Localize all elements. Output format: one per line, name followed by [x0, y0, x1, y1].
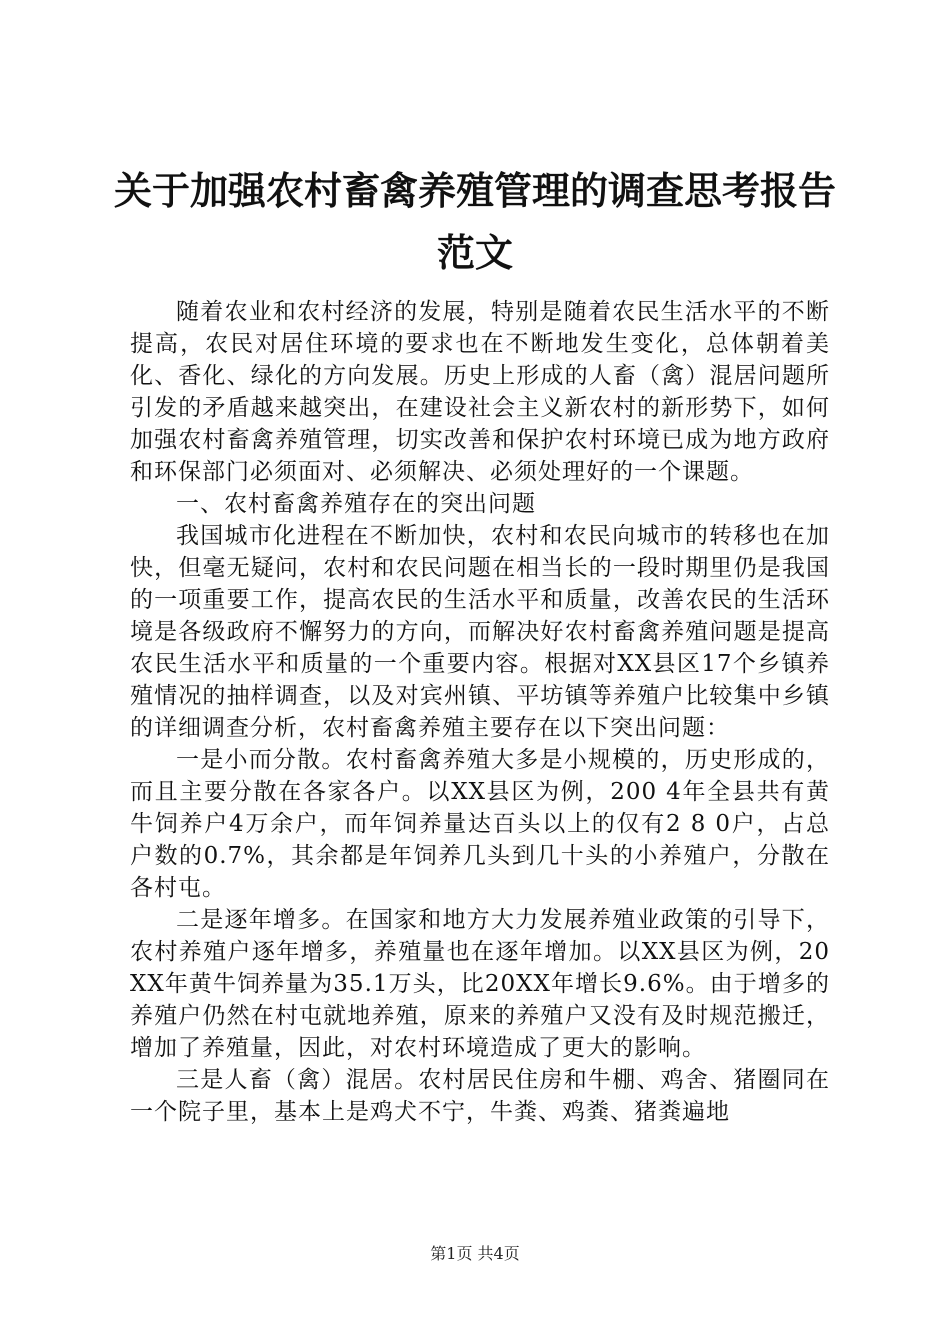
body-paragraph: 二是逐年增多。在国家和地方大力发展养殖业政策的引导下，农村养殖户逐年增多，养殖量也在逐年增加。以XX县区为例，20XX年黄牛饲养量为35.1万头，比20XX年增长9.6%。由于增多的养殖户仍然在村屯就地养殖，原来的养殖户又没有及时规范搬迁，增加了养殖量，因此，对农村环境造成了更大的影响。	[130, 907, 830, 1061]
intro-paragraph: 随着农业和农村经济的发展，特别是随着农民生活水平的不断提高，农民对居住环境的要求也在不断地发生变化，总体朝着美化、香化、绿化的方向发展。历史上形成的人畜（禽）混居问题所引发的矛盾越来越突出，在建设社会主义新农村的新形势下，如何加强农村畜禽养殖管理，切实改善和保护农村环境已成为地方政府和环保部门必须面对、必须解决、必须处理好的一个课题。	[130, 299, 830, 485]
document-body	[130, 296, 830, 1128]
body-paragraph: 一是小而分散。农村畜禽养殖大多是小规模的，历史形成的，而且主要分散在各家各户。以XX县区为例，200 4年全县共有黄牛饲养户4万余户，而年饲养量达百头以上的仅有2 8 0户，占总户数的0.7%，其余都是年饲养几头到几十头的小养殖户，分散在各村屯。	[130, 747, 830, 901]
section-heading: 一、农村畜禽养殖存在的突出问题	[176, 491, 536, 517]
page-number-footer: 第1页 共4页	[430, 1244, 520, 1263]
body-paragraph: 三是人畜（禽）混居。农村居民住房和牛棚、鸡舍、猪圈同在一个院子里，基本上是鸡犬不宁，牛粪、鸡粪、猪粪遍地	[130, 1067, 830, 1125]
body-paragraph: 我国城市化进程在不断加快，农村和农民向城市的转移也在加快，但毫无疑问，农村和农民问题在相当长的一段时期里仍是我国的一项重要工作，提高农民的生活水平和质量，改善农民的生活环境是各级政府不懈努力的方向，而解决好农村畜禽养殖问题是提高农民生活水平和质量的一个重要内容。根据对XX县区17个乡镇养殖情况的抽样调查，以及对宾州镇、平坊镇等养殖户比较集中乡镇的详细调查分析，农村畜禽养殖主要存在以下突出问题：	[130, 523, 830, 741]
document-title: 关于加强农村畜禽养殖管理的调查思考报告范文	[113, 169, 836, 275]
